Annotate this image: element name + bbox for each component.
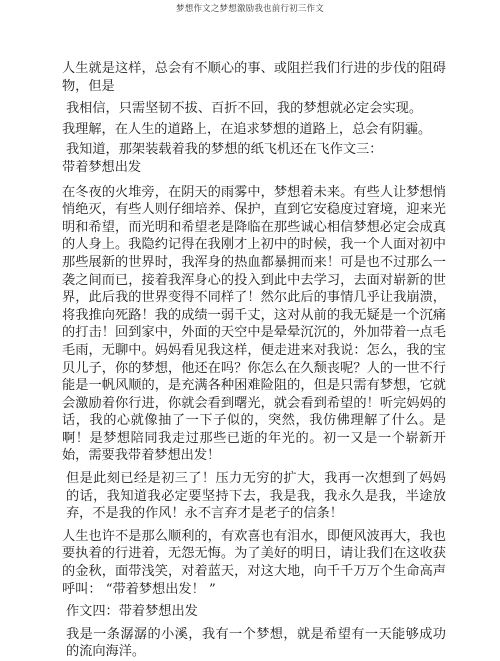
paragraph-life-not-smooth: 人生也许不是那么顺利的，有欢喜也有泪水，即便风波再大，我也要执着的行进着，无怨无悔。为了美好的明日，请让我们在这收获的金秋，面带浅笑，对着蓝天，对这大地，向千千万万个生命高声呼叫： “带着梦想出发！ ” bbox=[62, 528, 446, 597]
paragraph-intro: 人生就是这样，总会有不顺心的事、或阻拦我们行进的步伐的阻碍物，但是 bbox=[62, 61, 446, 94]
paragraph-know: 我知道，那架装载着我的梦想的纸飞机还在飞作文三： bbox=[66, 142, 383, 158]
essay-four-title: 作文四：带着梦想出发 bbox=[66, 604, 198, 620]
page-header: 梦想作文之梦想激励我也前行初三作文 bbox=[176, 4, 324, 14]
paragraph-understand: 我理解，在人生的道路上，在追求梦想的道路上，总会有阴霾。 bbox=[62, 121, 432, 137]
paragraph-stream: 我是一条潺潺的小溪，我有一个梦想，就是希望有一天能够成功的流向海洋。 bbox=[66, 626, 446, 660]
paragraph-belief: 我相信，只需坚韧不拔、百折不回，我的梦想就必定会实现。 bbox=[66, 101, 423, 117]
paragraph-grade-three: 但是此刻已经是初三了！压力无穷的扩大，我再一次想到了妈妈的话，我知道我必定要坚持下去，我是我，我永久是我，半途放弃，不是我的作风！永不言弃才是老子的信条！ bbox=[66, 471, 446, 522]
document-body bbox=[62, 60, 446, 661]
paragraph-winter-night: 在冬夜的火堆旁，在阴天的雨雾中，梦想着未来。有些人让梦想悄悄绝灭，有些人则仔细培养、保护，直到它安稳度过窘境，迎来光明和希望，而光明和希望老是降临在那些诚心相信梦想必定会成真的人身上。我隐约记得在我刚才上初中的时候，我一个人面对初中那些展新的世界时，我浑身的热血都暴拥而来！可是也不过那么一袭之间而已，接着我浑身心的投入到此中去学习，去面对崭新的世界，此后我的世界变得不同样了！然尔此后的事情几乎让我崩溃，将我推向死路！我的成绩一弱千丈，这对从前的我无疑是一个沉痛的打击！回到家中，外面的天空中是晕晕沉沉的，外加带着一点毛毛雨，无聊中。妈妈看见我这样，便走进来对我说：怎么，我的宝贝儿子，你的梦想，他还在吗？你怎么在久颓丧呢？人的一世不行能是一帆风顺的，是充满各种困难险阻的，但是只需有梦想，它就会激励着你行进，你就会看到曙光，就会看到希望的！听完妈妈的话，我的心就像抽了一下子似的，突然，我仿佛理解了什么。是啊！是梦想陪同我走过那些已逝的年光的。初一又是一个崭新开始，需要我带着梦想出发！ bbox=[62, 184, 446, 464]
essay-three-title: 带着梦想出发 bbox=[62, 159, 142, 175]
